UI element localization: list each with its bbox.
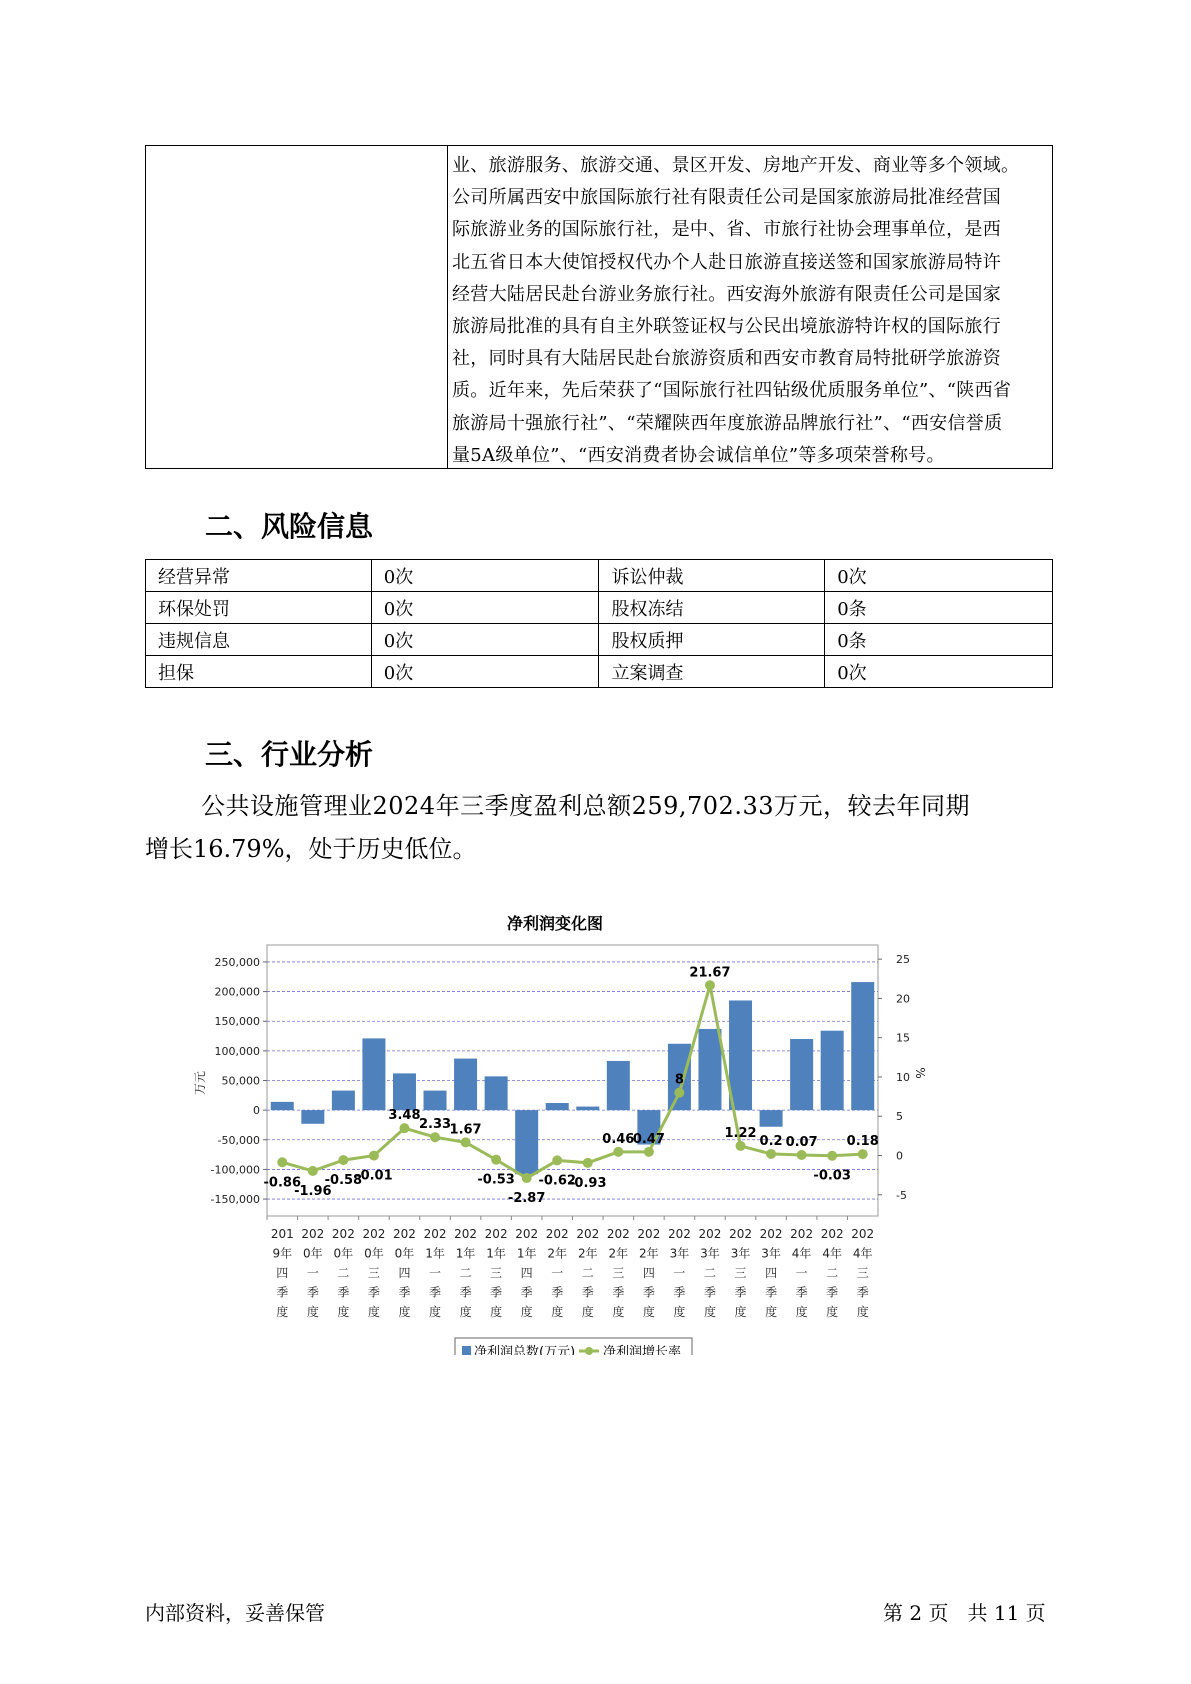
x-tick-label: 2年 [608,1246,629,1261]
x-tick-label: 202 [393,1227,416,1241]
y-tick-label-left: 250,000 [214,955,260,969]
x-tick-label: 1年 [486,1246,506,1261]
risk-item-label: 股权质押 [599,624,825,656]
description-line: 经营大陆居民赴台游业务旅行社。西安海外旅游有限责任公司是国家 [452,283,1001,305]
data-label: 0.47 [632,1131,665,1147]
x-tick-label: 1年 [516,1246,537,1261]
x-tick-label: 四 [642,1266,655,1280]
x-tick-label: 度 [337,1305,350,1319]
legend-line-marker [585,1347,593,1355]
data-label: 0.18 [846,1134,879,1150]
bar [698,1029,721,1110]
risk-item-value: 0次 [825,656,1053,688]
x-tick-label: 季 [673,1285,686,1300]
table-row [146,624,1053,656]
risk-table [145,559,1053,688]
x-tick-label: 202 [362,1227,386,1241]
x-tick-label: 一 [795,1266,808,1280]
x-tick-label: 三 [490,1266,503,1280]
y-tick-label-right: 20 [896,992,910,1006]
x-tick-label: 季 [642,1285,655,1300]
x-tick-label: 202 [667,1227,691,1241]
description-line: 业、旅游服务、旅游交通、景区开发、房地产开发、商业等多个领域。 [452,155,1020,176]
y-tick-label-right: -5 [896,1188,907,1202]
bar [271,1102,294,1110]
x-tick-label: 1年 [425,1246,445,1261]
x-tick-label: 一 [429,1266,442,1280]
x-tick-label: 度 [581,1305,594,1319]
x-tick-label: 3年 [669,1246,690,1261]
bar [546,1103,569,1110]
y-tick-label-right: 15 [896,1031,910,1045]
data-label: 8 [674,1072,684,1088]
x-tick-label: 季 [734,1285,747,1300]
x-tick-label: 季 [429,1285,442,1300]
data-label: -0.86 [263,1175,302,1191]
x-tick-label: 度 [856,1305,869,1319]
legend-bar-swatch [462,1346,471,1355]
x-tick-label: 季 [765,1285,778,1300]
description-line: 旅游局批准的具有自主外联签证权与公民出境旅游特许权的国际旅行 [452,316,1001,338]
x-tick-label: 季 [367,1285,380,1300]
x-tick-label: 9年 [272,1246,293,1261]
growth-rate-point [858,1149,868,1159]
industry-paragraph [145,785,1055,871]
x-tick-label: 季 [276,1285,289,1300]
y-tick-label-left: 150,000 [214,1015,260,1029]
x-tick-label: 四 [520,1266,533,1280]
data-label: 1.22 [724,1125,757,1141]
x-tick-label: 202 [637,1227,661,1241]
growth-rate-point [430,1132,440,1142]
data-label: -0.93 [569,1175,607,1191]
x-tick-label: 季 [306,1285,319,1300]
growth-rate-point [613,1147,623,1157]
bar [301,1110,324,1124]
x-tick-label: 度 [276,1305,289,1319]
x-tick-label: 季 [490,1285,503,1300]
x-tick-label: 度 [551,1305,564,1319]
risk-item-label: 违规信息 [146,624,372,656]
x-tick-label: 四 [765,1266,778,1280]
x-tick-label: 4年 [822,1246,842,1261]
bar [576,1107,599,1111]
x-tick-label: 202 [698,1227,722,1241]
description-line: 旅游局十强旅行社”、“荣耀陕西年度旅游品牌旅行社”、“西安信誉质 [452,412,1003,434]
x-tick-label: 度 [795,1305,808,1319]
description-line: 际旅游业务的国际旅行社，是中、省、市旅行社协会理事单位，是西 [452,219,1001,241]
table-row [146,592,1053,624]
x-tick-label: 季 [703,1285,716,1300]
risk-item-label: 环保处罚 [146,592,372,624]
risk-item-label: 立案调查 [599,656,825,688]
y-tick-label-left: -150,000 [210,1193,260,1207]
description-line: 北五省日本大使馆授权代办个人赴日旅游直接送签和国家旅游局特许 [452,251,1001,273]
y-tick-label-right: 0 [896,1149,903,1163]
growth-rate-point [736,1141,746,1151]
x-tick-label: 四 [398,1266,411,1280]
growth-rate-point [399,1123,409,1133]
x-tick-label: 4年 [852,1246,873,1261]
data-label: -0.58 [324,1173,363,1189]
y-tick-label-right: 25 [896,953,910,967]
bar [362,1038,385,1110]
data-label: -0.62 [538,1173,576,1189]
x-tick-label: 度 [765,1305,778,1319]
chart-svg [175,905,975,1355]
table-column-divider [447,146,448,468]
x-tick-label: 0年 [303,1246,323,1261]
data-label: -1.96 [294,1183,332,1199]
growth-rate-point [766,1149,776,1159]
growth-rate-point [797,1150,807,1160]
x-tick-label: 度 [734,1305,747,1319]
x-tick-label: 201 [270,1227,294,1241]
x-tick-label: 三 [856,1266,869,1280]
growth-rate-point [644,1147,654,1157]
bar [607,1061,630,1110]
growth-rate-point [369,1151,379,1161]
x-tick-label: 季 [795,1285,808,1300]
data-label: 21.67 [689,965,731,981]
x-tick-label: 季 [856,1285,869,1300]
x-tick-label: 度 [490,1305,503,1319]
y-tick-label-left: 200,000 [214,985,260,999]
table-row [146,656,1053,688]
x-tick-label: 季 [551,1285,564,1300]
footer-note: 内部资料，妥善保管 [145,1601,325,1625]
x-tick-label: 202 [576,1227,600,1241]
industry-paragraph-line: 增长16.79%，处于历史低位。 [145,835,477,863]
growth-rate-point [461,1137,471,1147]
x-tick-label: 2年 [577,1246,598,1261]
data-label: -2.87 [507,1191,546,1207]
bar [485,1076,508,1110]
page-number: 第 2 页 共 11 页 [883,1601,1046,1625]
growth-rate-point [552,1155,562,1165]
y-tick-label-right: 10 [896,1070,910,1084]
x-tick-label: 季 [612,1285,625,1300]
x-tick-label: 季 [520,1285,533,1300]
data-label: 1.67 [449,1122,482,1138]
bar [454,1059,477,1111]
bar [393,1073,416,1110]
net-profit-chart [175,905,975,1355]
data-label: 0.07 [785,1134,818,1150]
x-tick-label: 度 [520,1305,533,1319]
risk-item-label: 股权冻结 [599,592,825,624]
x-tick-label: 三 [367,1266,380,1280]
x-tick-label: 202 [820,1227,844,1241]
x-tick-label: 四 [276,1266,289,1280]
risk-item-label: 经营异常 [146,560,372,592]
industry-paragraph-line: 公共设施管理业2024年三季度盈利总额259,702.33万元，较去年同期 [201,792,970,820]
x-tick-label: 二 [826,1266,839,1280]
legend-label: 净利润增长率 [603,1345,682,1355]
industry-section-title: 三、行业分析 [205,738,374,771]
data-label: -0.01 [355,1168,393,1184]
growth-rate-point [705,980,715,990]
x-tick-label: 202 [851,1227,875,1241]
x-tick-label: 季 [459,1285,472,1300]
x-tick-label: 度 [459,1305,472,1319]
risk-item-value: 0次 [371,560,599,592]
risk-item-value: 0条 [825,624,1053,656]
x-tick-label: 二 [459,1266,472,1280]
x-tick-label: 202 [790,1227,814,1241]
x-tick-label: 度 [398,1305,411,1319]
growth-rate-point [827,1151,837,1161]
x-tick-label: 度 [306,1305,319,1319]
description-line: 质。近年来，先后荣获了“国际旅行社四钻级优质服务单位”、“陕西省 [452,380,1012,402]
y-tick-label-left: 50,000 [221,1074,260,1088]
x-tick-label: 二 [337,1266,350,1280]
growth-rate-point [491,1155,501,1165]
x-tick-label: 202 [331,1227,355,1241]
y-axis-title-right: % [913,1067,927,1079]
y-tick-label-left: -50,000 [217,1133,260,1147]
bar [790,1039,813,1110]
x-tick-label: 0年 [364,1246,384,1261]
chart-title: 净利润变化图 [506,914,604,933]
y-tick-label-left: 100,000 [214,1044,260,1058]
y-tick-label-left: 0 [253,1104,260,1118]
risk-item-value: 0次 [371,624,599,656]
x-tick-label: 度 [612,1305,625,1319]
risk-item-value: 0条 [825,592,1053,624]
x-tick-label: 季 [398,1285,411,1300]
bar [424,1091,447,1111]
company-description [452,150,1050,472]
growth-rate-point [522,1173,532,1183]
y-axis-title-left: 万元 [193,1070,207,1096]
x-tick-label: 度 [703,1305,716,1319]
description-line: 公司所属西安中旅国际旅行社有限责任公司是国家旅游局批准经营国 [452,187,1001,209]
x-tick-label: 一 [306,1266,319,1280]
x-tick-label: 一 [673,1266,686,1280]
risk-item-label: 担保 [146,656,372,688]
x-tick-label: 202 [515,1227,539,1241]
x-tick-label: 0年 [394,1246,415,1261]
x-tick-label: 季 [337,1285,350,1300]
x-tick-label: 202 [484,1227,508,1241]
risk-item-value: 0次 [371,592,599,624]
growth-rate-point [338,1155,348,1165]
y-tick-label-right: 5 [896,1110,903,1124]
x-tick-label: 3年 [730,1246,751,1261]
x-tick-label: 3年 [761,1246,781,1261]
x-tick-label: 2年 [547,1246,568,1261]
risk-item-label: 诉讼仲裁 [599,560,825,592]
risk-item-value: 0次 [371,656,599,688]
bar [515,1110,538,1174]
risk-section-title: 二、风险信息 [205,510,374,543]
data-label: -0.03 [813,1168,851,1184]
x-tick-label: 202 [301,1227,325,1241]
x-tick-label: 2年 [639,1246,659,1261]
bar [851,982,874,1110]
x-tick-label: 3年 [700,1246,720,1261]
company-info-table [145,145,1053,469]
x-tick-label: 202 [759,1227,783,1241]
x-tick-label: 二 [581,1266,594,1280]
growth-rate-point [308,1166,318,1176]
growth-rate-point [583,1158,593,1168]
x-tick-label: 二 [703,1266,716,1280]
x-tick-label: 202 [545,1227,569,1241]
data-label: 0.46 [602,1131,635,1147]
bar [760,1110,783,1127]
x-tick-label: 202 [729,1227,752,1241]
legend-label: 净利润总数(万元) [474,1345,576,1355]
x-tick-label: 度 [429,1305,442,1319]
growth-rate-point [277,1157,287,1167]
x-tick-label: 三 [612,1266,625,1280]
risk-item-value: 0次 [825,560,1053,592]
x-tick-label: 度 [826,1305,839,1319]
x-tick-label: 三 [734,1266,747,1280]
growth-rate-point [674,1088,684,1098]
data-label: 0.2 [759,1133,783,1149]
x-tick-label: 季 [826,1285,839,1300]
description-line: 量5A级单位”、“西安消费者协会诚信单位”等多项荣誉称号。 [452,444,945,466]
description-line: 社，同时具有大陆居民赴台旅游资质和西安市教育局特批研学旅游资 [452,348,1001,370]
x-tick-label: 0年 [333,1246,354,1261]
x-tick-label: 202 [606,1227,630,1241]
x-tick-label: 度 [367,1305,380,1319]
data-label: 2.33 [418,1117,452,1133]
data-label: 3.48 [388,1108,421,1124]
x-tick-label: 一 [551,1266,564,1280]
x-tick-label: 1年 [455,1246,476,1261]
x-tick-label: 4年 [791,1246,812,1261]
x-tick-label: 202 [454,1227,478,1241]
data-label: -0.53 [477,1172,515,1188]
x-tick-label: 度 [642,1305,655,1319]
y-tick-label-left: -100,000 [210,1163,260,1177]
bar [729,1000,752,1110]
x-tick-label: 202 [423,1227,447,1241]
bar [821,1031,844,1110]
x-tick-label: 度 [673,1305,686,1319]
bar [332,1091,355,1111]
table-row [146,560,1053,592]
x-tick-label: 季 [581,1285,594,1300]
